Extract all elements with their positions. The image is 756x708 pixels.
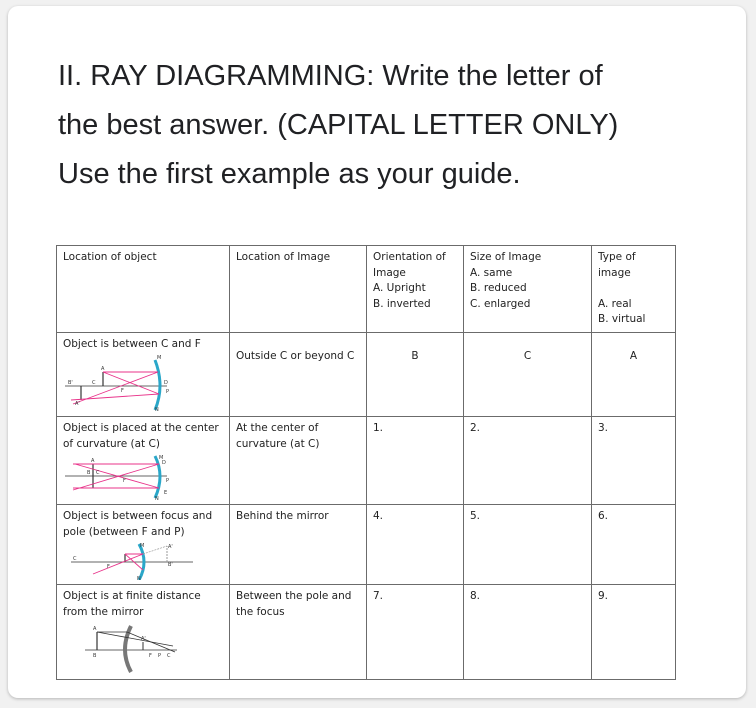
type-answer-cell <box>592 332 676 417</box>
orientation-answer: B <box>411 349 419 362</box>
image-location-text: Outside C or beyond C <box>236 349 355 362</box>
image-location-cell <box>230 332 367 417</box>
diagram-2-label-m: M <box>159 455 164 461</box>
type-answer-number: 6. <box>598 510 609 522</box>
object-location-cell <box>57 585 230 680</box>
type-answer-number: 3. <box>598 422 609 434</box>
ray-diagram-3 <box>63 542 193 580</box>
orientation-answer-cell[interactable] <box>367 585 464 680</box>
diagram-4-label-f: F <box>149 653 152 659</box>
diagram-2-label-f: F <box>123 478 126 484</box>
header-size <box>464 246 592 333</box>
diagram-1-label-n: N <box>155 407 159 412</box>
orientation-answer-cell <box>367 332 464 417</box>
diagram-1-label-b-prime: B' <box>68 380 73 386</box>
image-location-text: Behind the mirror <box>236 510 329 522</box>
size-answer-cell[interactable] <box>464 585 592 680</box>
diagram-3-label-m: M <box>140 543 145 549</box>
object-location-text: Object is placed at the center of curvature (at C) <box>63 422 219 450</box>
diagram-2-label-b: B <box>87 470 91 476</box>
diagram-3-label-c: C <box>73 556 77 562</box>
size-answer-number: 8. <box>470 590 481 602</box>
image-location-cell <box>230 505 367 585</box>
object-location-cell <box>57 505 230 585</box>
size-answer-number: 5. <box>470 510 481 522</box>
image-location-cell <box>230 417 367 505</box>
header-size-option-b: B. reduced <box>470 282 527 294</box>
diagram-2-label-c: C <box>96 470 100 476</box>
table-row <box>57 505 676 585</box>
instructions-heading <box>58 52 718 199</box>
object-location-text: Object is between focus and pole (between F and P) <box>63 510 213 538</box>
table-row <box>57 332 676 417</box>
object-location-cell <box>57 332 230 417</box>
diagram-2-label-p: P <box>166 478 170 484</box>
size-answer-cell <box>464 332 592 417</box>
header-size-option-c: C. enlarged <box>470 297 531 310</box>
size-answer: C <box>523 349 532 362</box>
diagram-1-label-m: M <box>157 355 162 361</box>
diagram-4-label-p: P <box>158 653 162 659</box>
header-orientation-title-2: Image <box>373 266 406 279</box>
header-type-spacer <box>598 281 669 297</box>
header-type-option-b: B. virtual <box>598 313 646 325</box>
header-location-image: Location of Image <box>230 246 367 333</box>
orientation-answer-number: 4. <box>373 510 384 522</box>
image-location-text: At the center of curvature (at C) <box>236 422 320 450</box>
object-location-text: Object is between C and F <box>63 337 201 350</box>
type-answer-cell[interactable] <box>592 585 676 680</box>
diagram-3-label-a-prime: A' <box>168 544 173 550</box>
diagram-4-label-a-prime: A' <box>141 636 146 642</box>
diagram-1-label-f: F <box>121 388 124 394</box>
heading-line-2: the best answer. (CAPITAL LETTER ONLY) <box>58 109 619 141</box>
diagram-2-label-n: N <box>155 496 159 500</box>
header-size-option-a: A. same <box>470 266 513 279</box>
object-location-text: Object is at finite distance from the mirror <box>63 590 201 618</box>
object-location-cell <box>57 417 230 505</box>
orientation-answer-number: 1. <box>373 422 384 434</box>
size-answer-cell[interactable] <box>464 417 592 505</box>
type-answer-cell[interactable] <box>592 417 676 505</box>
size-answer-cell[interactable] <box>464 505 592 585</box>
diagram-2-label-d: D <box>162 460 166 466</box>
diagram-2-label-a: A <box>91 458 95 464</box>
diagram-4-label-b: B <box>93 653 97 659</box>
diagram-4-label-c: C <box>167 653 171 659</box>
image-location-cell <box>230 585 367 680</box>
table-row <box>57 585 676 680</box>
type-answer-number: 9. <box>598 590 609 602</box>
diagram-1-label-p: P <box>166 389 170 395</box>
header-size-title: Size of Image <box>470 251 542 263</box>
diagram-3-label-f: F <box>107 564 110 570</box>
type-answer-cell[interactable] <box>592 505 676 585</box>
table-header-row <box>57 246 676 333</box>
image-location-text: Between the pole and the focus <box>236 590 352 618</box>
heading-line-1: II. RAY DIAGRAMMING: Write the letter of <box>58 60 603 92</box>
size-answer-number: 2. <box>470 422 481 434</box>
header-orientation-title-1: Orientation of <box>373 251 446 263</box>
diagram-1-label-d: D <box>164 380 168 386</box>
diagram-1-label-a: A <box>101 366 105 372</box>
heading-line-3: Use the first example as your guide. <box>58 158 521 190</box>
diagram-3-label-b-prime: B' <box>168 562 173 568</box>
diagram-3-label-n: N <box>137 576 141 580</box>
header-location-object: Location of object <box>57 246 230 333</box>
header-orientation-option-a: A. Upright <box>373 282 426 294</box>
header-type-title: Type of image <box>598 251 636 279</box>
ray-diagram-table <box>56 245 676 680</box>
ray-diagram-1 <box>63 354 183 412</box>
diagram-4-label-a: A <box>93 626 97 632</box>
header-orientation <box>367 246 464 333</box>
header-type <box>592 246 676 333</box>
type-answer: A <box>629 349 638 362</box>
orientation-answer-cell[interactable] <box>367 505 464 585</box>
ray-diagram-2 <box>63 454 183 500</box>
table-row <box>57 417 676 505</box>
orientation-answer-cell[interactable] <box>367 417 464 505</box>
header-orientation-option-b: B. inverted <box>373 297 431 310</box>
diagram-1-label-a-prime: A' <box>75 401 80 407</box>
diagram-2-label-e: E <box>164 490 168 496</box>
header-type-option-a: A. real <box>598 297 632 310</box>
ray-diagram-4 <box>63 622 183 674</box>
diagram-1-label-c: C <box>92 380 96 386</box>
orientation-answer-number: 7. <box>373 590 384 602</box>
